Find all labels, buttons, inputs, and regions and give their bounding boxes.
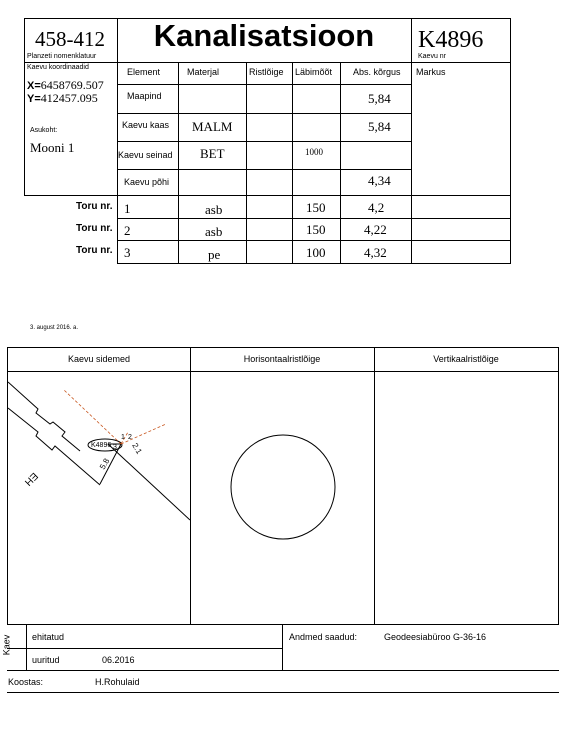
horizontal-section-drawing (191, 372, 374, 624)
pipe-material: asb (205, 224, 223, 239)
header-element: Element (127, 67, 161, 77)
header-remarks: Markus (416, 67, 446, 77)
surveyed-label: uuritud (32, 655, 60, 665)
sketch-num: 2 (128, 434, 132, 441)
pipe-number: 3 (124, 245, 131, 260)
document-date: 3. august 2016. a. (30, 325, 79, 331)
well-number: K4896 (418, 27, 484, 53)
source-label: Andmed saadud: (289, 632, 358, 642)
pipe-label: Toru nr. (76, 223, 113, 234)
pipe-number: 1 (124, 201, 131, 216)
source-value: Geodeesiabüroo G-36-16 (384, 632, 487, 642)
row-material: BET (200, 146, 225, 161)
nomenclature-label: Planzeti nomenklatuur (27, 53, 97, 60)
nomenclature: 458-412 (35, 27, 105, 51)
sketch-num: 1 (121, 434, 125, 441)
location-value: Mooni 1 (30, 140, 75, 155)
pipe-label: Toru nr. (76, 245, 113, 256)
compiled-value: H.Rohulaid (95, 677, 140, 687)
sketch-measure: 2.1 (130, 441, 144, 456)
building-wall (8, 408, 100, 485)
row-element: Maapind (127, 91, 162, 101)
pipe-number: 2 (124, 223, 131, 238)
x-value: 6458769.507 (40, 78, 104, 92)
header-abs-height: Abs. kõrgus (353, 67, 401, 77)
pipe-height: 4,32 (364, 245, 387, 260)
sketch-num: 3 (113, 444, 117, 451)
pipe-height: 4,22 (364, 222, 387, 237)
x-label: X= (27, 80, 41, 92)
built-label: ehitatud (32, 632, 65, 642)
sketch-measure: 5.8 (97, 456, 112, 471)
road-edge (108, 441, 190, 520)
row-material: MALM (192, 119, 233, 134)
side-label: Kaev (1, 634, 12, 656)
horizontal-section-title: Horisontaalristlõige (243, 354, 321, 364)
surveyed-value: 06.2016 (102, 655, 135, 665)
row-element: Kaevu kaas (122, 120, 170, 130)
y-label: Y= (27, 93, 41, 105)
pipe-diameter: 150 (306, 222, 326, 237)
row-element: Kaevu seinad (118, 150, 173, 160)
pipe-label: Toru nr. (76, 201, 113, 212)
row-diameter: 1000 (305, 147, 323, 157)
pipe-line-1 (64, 390, 121, 444)
sketch-building-label: EH (22, 469, 40, 488)
header-cross-section: Ristlõige (249, 67, 284, 77)
pipe-diameter: 150 (306, 200, 326, 215)
vertical-section-title: Vertikaalristlõige (433, 354, 499, 364)
header-material: Materjal (187, 67, 220, 77)
compiled-label: Koostas: (8, 677, 44, 687)
pipe-material: pe (208, 247, 221, 262)
well-number-label: Kaevu nr (418, 53, 447, 60)
coords-label: Kaevu koordinaadid (27, 64, 89, 71)
location-label: Asukoht: (30, 127, 58, 134)
sketch-panel-title: Kaevu sidemed (67, 354, 131, 364)
page-title: Kanalisatsioon (153, 18, 375, 53)
header-diameter: Läbimõõt (295, 67, 333, 77)
row-element: Kaevu põhi (124, 177, 170, 187)
well-circle (231, 435, 335, 539)
location-sketch (8, 372, 190, 624)
row-height: 5,84 (368, 119, 391, 134)
sketch-well-label: K4896 (91, 442, 112, 449)
y-coordinate (27, 91, 98, 106)
pipe-material: asb (205, 202, 223, 217)
pipe-diameter: 100 (306, 245, 326, 260)
row-height: 4,34 (368, 173, 391, 188)
row-height: 5,84 (368, 91, 391, 106)
y-value: 412457.095 (40, 91, 98, 105)
pipe-height: 4,2 (368, 200, 385, 215)
